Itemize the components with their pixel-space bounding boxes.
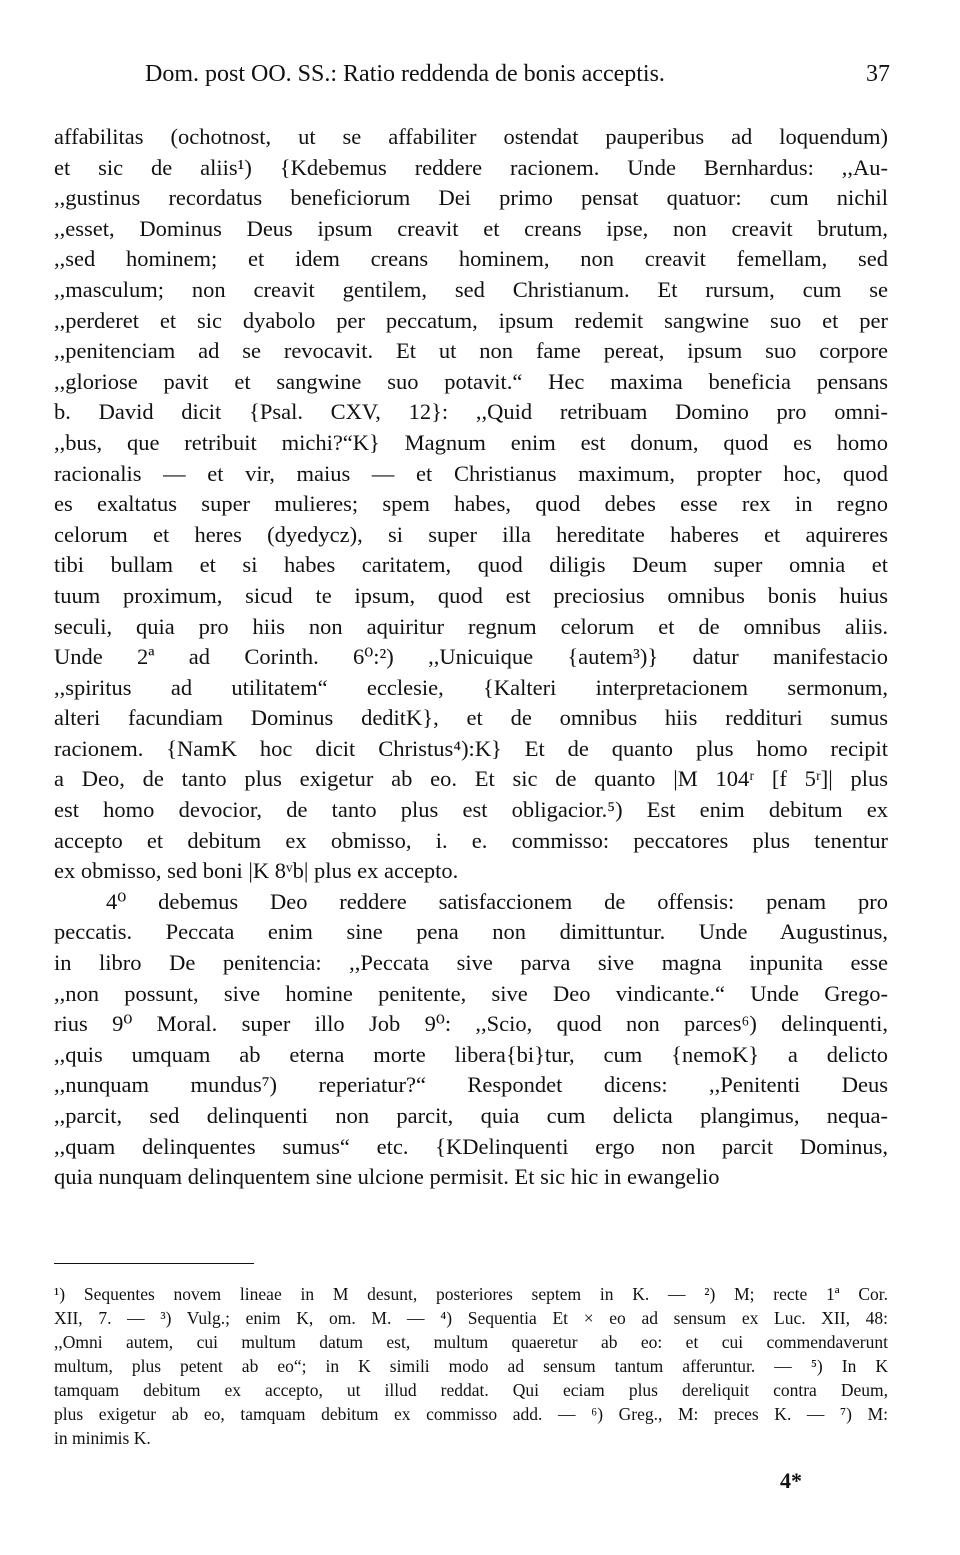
text-line: affabilitas (ochotnost, ut se affabiliter ostendat pauperibus ad loquendum)	[54, 124, 888, 149]
footnotes	[54, 1282, 888, 1450]
text-line: Unde 2ª ad Corinth. 6⁰:²) ,,Unicuique {autem³)} datur manifestacio	[54, 644, 888, 670]
text-line: seculi, quia pro hiis non aquiritur regnum celorum et de omnibus aliis.	[54, 613, 888, 639]
text-line: ,,quam delinquentes sumus“ etc. {KDelinquenti ergo non parcit Dominus,	[54, 1133, 888, 1159]
page-number: 37	[866, 61, 890, 87]
text-line: ,,nunquam mundus⁷) reperiatur?“ Respondet dicens: ,,Penitenti Deus	[54, 1072, 888, 1098]
text-line: tibi bullam et si habes caritatem, quod diligis Deum super omnia et	[54, 552, 888, 578]
text-line: ,,non possunt, sive homine penitente, sive Deo vindicante.“ Unde Grego-	[54, 980, 888, 1006]
footnote-line: ¹) Sequentes novem lineae in M desunt, posteriores septem in K. — ²) M; recte 1ª Cor.	[54, 1284, 888, 1304]
text-line: accepto et debitum ex obmisso, i. e. commisso: peccatores plus tenentur	[54, 827, 888, 853]
text-line: ,,sed hominem; et idem creans hominem, non creavit femellam, sed	[54, 246, 888, 272]
text-line: racionalis — et vir, maius — et Christianus maximum, propter hoc, quod	[54, 460, 888, 486]
text-line: ,,perderet et sic dyabolo per peccatum, ipsum redemit sangwine suo et per	[54, 307, 888, 333]
text-line: alteri facundiam Dominus deditK}, et de omnibus hiis reddituri sumus	[54, 705, 888, 731]
footnote-line: tamquam debitum ex accepto, ut illud reddat. Qui eciam plus dereliquit contra Deum,	[54, 1380, 888, 1400]
text-line: ,,penitenciam ad se revocavit. Et ut non fame pereat, ipsum suo corpore	[54, 338, 888, 364]
text-line: quia nunquam delinquentem sine ulcione permisit. Et sic hic in ewangelio	[54, 1164, 720, 1190]
text-line: ,,gloriose pavit et sangwine suo potavit.“ Hec maxima beneficia pensans	[54, 368, 888, 394]
text-line: a Deo, de tanto plus exigetur ab eo. Et sic de quanto |M 104ʳ [f 5ʳ]| plus	[54, 766, 888, 792]
footnote-line: in minimis K.	[54, 1428, 151, 1448]
text-line: in libro De penitencia: ,,Peccata sive parva sive magna inpunita esse	[54, 950, 888, 976]
text-line: ,,esset, Dominus Deus ipsum creavit et creans ipse, non creavit brutum,	[54, 215, 888, 241]
text-line: es exaltatus super mulieres; spem habes, quod debes esse rex in regno	[54, 491, 888, 517]
text-line: ex obmisso, sed boni |K 8ᵛb| plus ex accepto.	[54, 858, 459, 884]
text-line: ,,masculum; non creavit gentilem, sed Christianum. Et rursum, cum se	[54, 276, 888, 302]
text-line: tuum proximum, sicud te ipsum, quod est preciosius omnibus bonis huius	[54, 582, 888, 608]
text-line: ,,gustinus recordatus beneficiorum Dei primo pensat quatuor: cum nichil	[54, 185, 888, 211]
text-line: est homo devocior, de tanto plus est obligacior.⁵) Est enim debitum ex	[54, 797, 888, 823]
text-line: ,,quis umquam ab eterna morte libera{bi}tur, cum {nemoK} a delicto	[54, 1041, 888, 1067]
text-line: b. David dicit {Psal. CXV, 12}: ,,Quid retribuam Domino pro omni-	[54, 399, 888, 425]
main-text	[54, 122, 888, 1193]
footnote-line: plus exigetur ab eo, tamquam debitum ex commisso add. — ⁶) Greg., M: preces K. — ⁷) M:	[54, 1404, 888, 1424]
running-title: Dom. post OO. SS.: Ratio reddenda de bonis acceptis.	[145, 61, 665, 87]
text-line: celorum et heres (dyedycz), si super illa hereditate haberes et aquireres	[54, 521, 888, 547]
printer-signature: 4*	[780, 1468, 802, 1493]
text-line: ,,bus, que retribuit michi?“K} Magnum enim est donum, quod es homo	[54, 429, 888, 455]
text-line: ,,parcit, sed delinquenti non parcit, quia cum delicta plangimus, nequa-	[54, 1103, 888, 1128]
text-line: 4⁰ debemus Deo reddere satisfaccionem de offensis: penam pro	[106, 888, 888, 914]
footnote-line: multum, plus petent ab eo“; in K simili modo ad sensum tantum afferuntur. — ⁵) In K	[54, 1356, 888, 1376]
footnote-rule	[54, 1263, 254, 1264]
text-line: peccatis. Peccata enim sine pena non dimittuntur. Unde Augustinus,	[54, 919, 888, 945]
footnote-line: ,,Omni autem, cui multum datum est, multum quaeretur ab eo: et cui commendaverunt	[54, 1332, 888, 1352]
footnote-line: XII, 7. — ³) Vulg.; enim K, om. M. — ⁴) Sequentia Et × eo ad sensum ex Luc. XII, 48:	[54, 1308, 888, 1328]
text-line: et sic de aliis¹) {Kdebemus reddere racionem. Unde Bernhardus: ,,Au-	[54, 154, 888, 180]
text-line: rius 9⁰ Moral. super illo Job 9⁰: ,,Scio, quod non parces⁶) delinquenti,	[54, 1011, 888, 1037]
text-line: ,,spiritus ad utilitatem“ ecclesie, {Kalteri interpretacionem sermonum,	[54, 674, 888, 700]
text-line: racionem. {NamK hoc dicit Christus⁴):K} Et de quanto plus homo recipit	[54, 735, 888, 761]
